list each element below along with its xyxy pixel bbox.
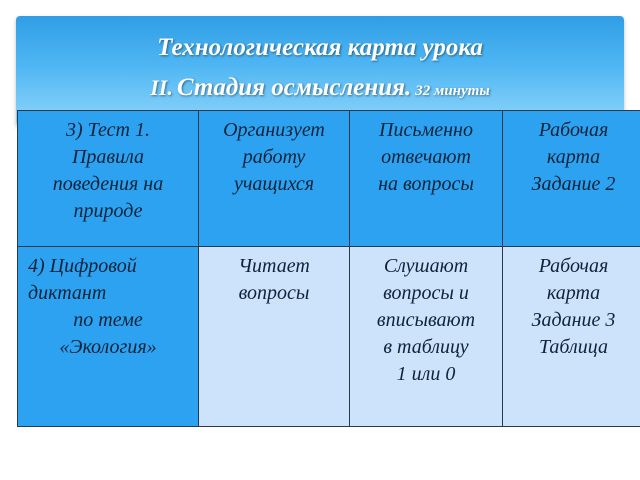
cell-line: Таблица	[539, 336, 608, 358]
cell-line: природе	[73, 200, 143, 222]
cell-line: вопросы	[238, 282, 310, 304]
stage-name: Стадия осмысления.	[176, 74, 412, 101]
cell-line: вписывают	[376, 309, 476, 331]
cell-line: Правила	[71, 146, 145, 168]
cell-line: Задание 2	[531, 173, 616, 195]
stage-duration: 32 минуты	[415, 83, 490, 99]
table-cell-students	[350, 247, 503, 427]
cell-line: карта	[546, 146, 601, 168]
cell-line: по теме	[73, 309, 143, 331]
cell-line: Организует	[223, 119, 325, 141]
cell-line: Задание 3	[531, 309, 616, 331]
cell-line: отвечают	[381, 146, 471, 168]
table-cell-materials	[503, 111, 640, 247]
cell-line: 3) Тест 1.	[66, 119, 150, 141]
table-cell-activity	[18, 111, 199, 247]
cell-line: Рабочая	[538, 255, 609, 277]
stage-number: II.	[150, 75, 173, 100]
cell-line: 1 или 0	[396, 363, 456, 385]
table-cell-teacher	[199, 111, 350, 247]
cell-line: Слушают	[383, 255, 469, 277]
table-row	[18, 111, 640, 247]
cell-line: работу	[242, 146, 306, 168]
table-row	[18, 247, 640, 427]
cell-line: 4) Цифровой	[28, 255, 137, 277]
slide-subtitle	[16, 74, 624, 102]
table-cell-activity	[18, 247, 199, 427]
table-cell-teacher	[199, 247, 350, 427]
cell-line: Рабочая	[538, 119, 609, 141]
table-cell-materials	[503, 247, 640, 427]
table-cell-students	[350, 111, 503, 247]
cell-line: Читает	[238, 255, 310, 277]
cell-line: карта	[546, 282, 601, 304]
cell-line: учащихся	[233, 173, 315, 195]
cell-line: поведения на	[52, 173, 164, 195]
cell-line: вопросы и	[383, 282, 469, 304]
cell-line: «Экология»	[59, 336, 157, 358]
cell-line: Письменно	[379, 119, 473, 141]
cell-line: на вопросы	[378, 173, 474, 195]
lesson-table	[17, 110, 640, 427]
cell-line: в таблицу	[383, 336, 469, 358]
slide-title: Технологическая карта урока	[157, 34, 483, 61]
cell-line: диктант	[28, 282, 107, 304]
